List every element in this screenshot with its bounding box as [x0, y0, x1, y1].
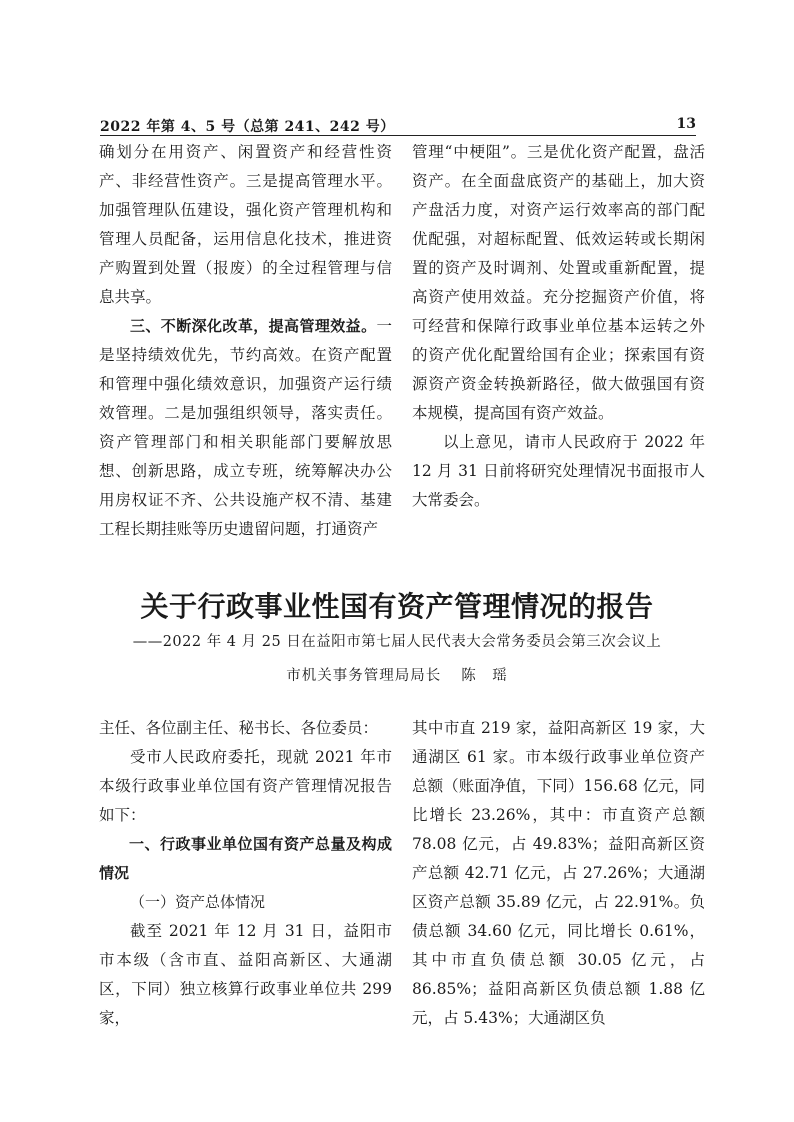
paragraph: 以上意见，请市人民政府于 2022 年 12 月 31 日前将研究处理情况书面报市人大常委会。: [412, 433, 705, 509]
paragraph: 截至 2021 年 12 月 31 日，益阳市市本级（含市直、益阳高新区、大通湖区，下同）独立核算行政事业单位共 299 家，: [99, 922, 392, 1027]
report-title: 关于行政事业性国有资产管理情况的报告: [140, 590, 654, 623]
header-rule: [100, 135, 696, 136]
previous-article-right-column: [412, 138, 705, 515]
report-left-column: [99, 714, 392, 1033]
sub-heading: （一）资产总体情况: [130, 893, 266, 911]
paragraph-text: 一是坚持绩效优先，节约高效。在资产配置和管理中强化绩效意识，加强资产运行绩效管理。二是加强组织领导，落实责任。资产管理部门和相关职能部门要解放思想、创新思路，成立专班，统筹解决办公用房权证不齐、公共设施产权不清、基建工程长期挂账等历史遗留问题，打通资产: [99, 317, 392, 538]
report-byline: [0, 664, 794, 685]
paragraph: 受市人民政府委托，现就 2021 年市本级行政事业单位国有资产管理情况报告如下：: [99, 748, 392, 824]
report-subtitle: ——2022 年 4 月 25 日在益阳市第七届人民代表大会常务委员会第三次会议上: [132, 634, 662, 650]
section-heading: 一、行政事业单位国有资产总量及构成情况: [99, 835, 392, 882]
paragraph-heading: 三、不断深化改革，提高管理效益。: [130, 317, 377, 335]
paragraph: 管理“中梗阻”。三是优化资产配置，盘活资产。在全面盘底资产的基础上，加大资产盘活力度，对资产运行效率高的部门配优配强，对超标配置、低效运转或长期闲置的资产及时调剂、处置或重新配置，提高资产使用效益。充分挖掘资产价值，将可经营和保障行政事业单位基本运转之外的资产优化配置给国有企业；探索国有资源资产资金转换新路径，做大做强国有资本规模，提高国有资产效益。: [412, 143, 705, 422]
byline-role: 市机关事务管理局局长: [286, 668, 442, 684]
report-right-column: [412, 714, 705, 1033]
running-header: [100, 114, 696, 134]
issue-label: 2022 年第 4、5 号（总第 241、242 号）: [100, 119, 395, 135]
previous-article-left-column: [99, 138, 392, 544]
paragraph: [99, 312, 392, 544]
paragraph: 其中市直 219 家，益阳高新区 19 家，大通湖区 61 家。市本级行政事业单位资产总额（账面净值，下同）156.68 亿元，同比增长 23.26%，其中：市直资产总额 78.08 亿元，占 49.83%；益阳高新区资产总额 42.71 亿元，占 27.26%；大通湖区资产总额 35.89 亿元，占 22.91%。负债总额 34.60 亿元，同比增长 0.61%，其中市直负债总额 30.05 亿元，占 86.85%；益阳高新区负债总额 1.88 亿元，占 5.43%；大通湖区负: [412, 719, 705, 1027]
paragraph: 确划分在用资产、闲置资产和经营性资产、非经营性资产。三是提高管理水平。加强管理队伍建设，强化资产管理机构和管理人员配备，运用信息化技术，推进资产购置到处置（报废）的全过程管理与信息共享。: [99, 143, 392, 306]
byline-name: 陈 瑶: [461, 668, 508, 684]
salutation: 主任、各位副主任、秘书长、各位委员：: [99, 719, 379, 737]
page-number: 13: [676, 116, 696, 132]
